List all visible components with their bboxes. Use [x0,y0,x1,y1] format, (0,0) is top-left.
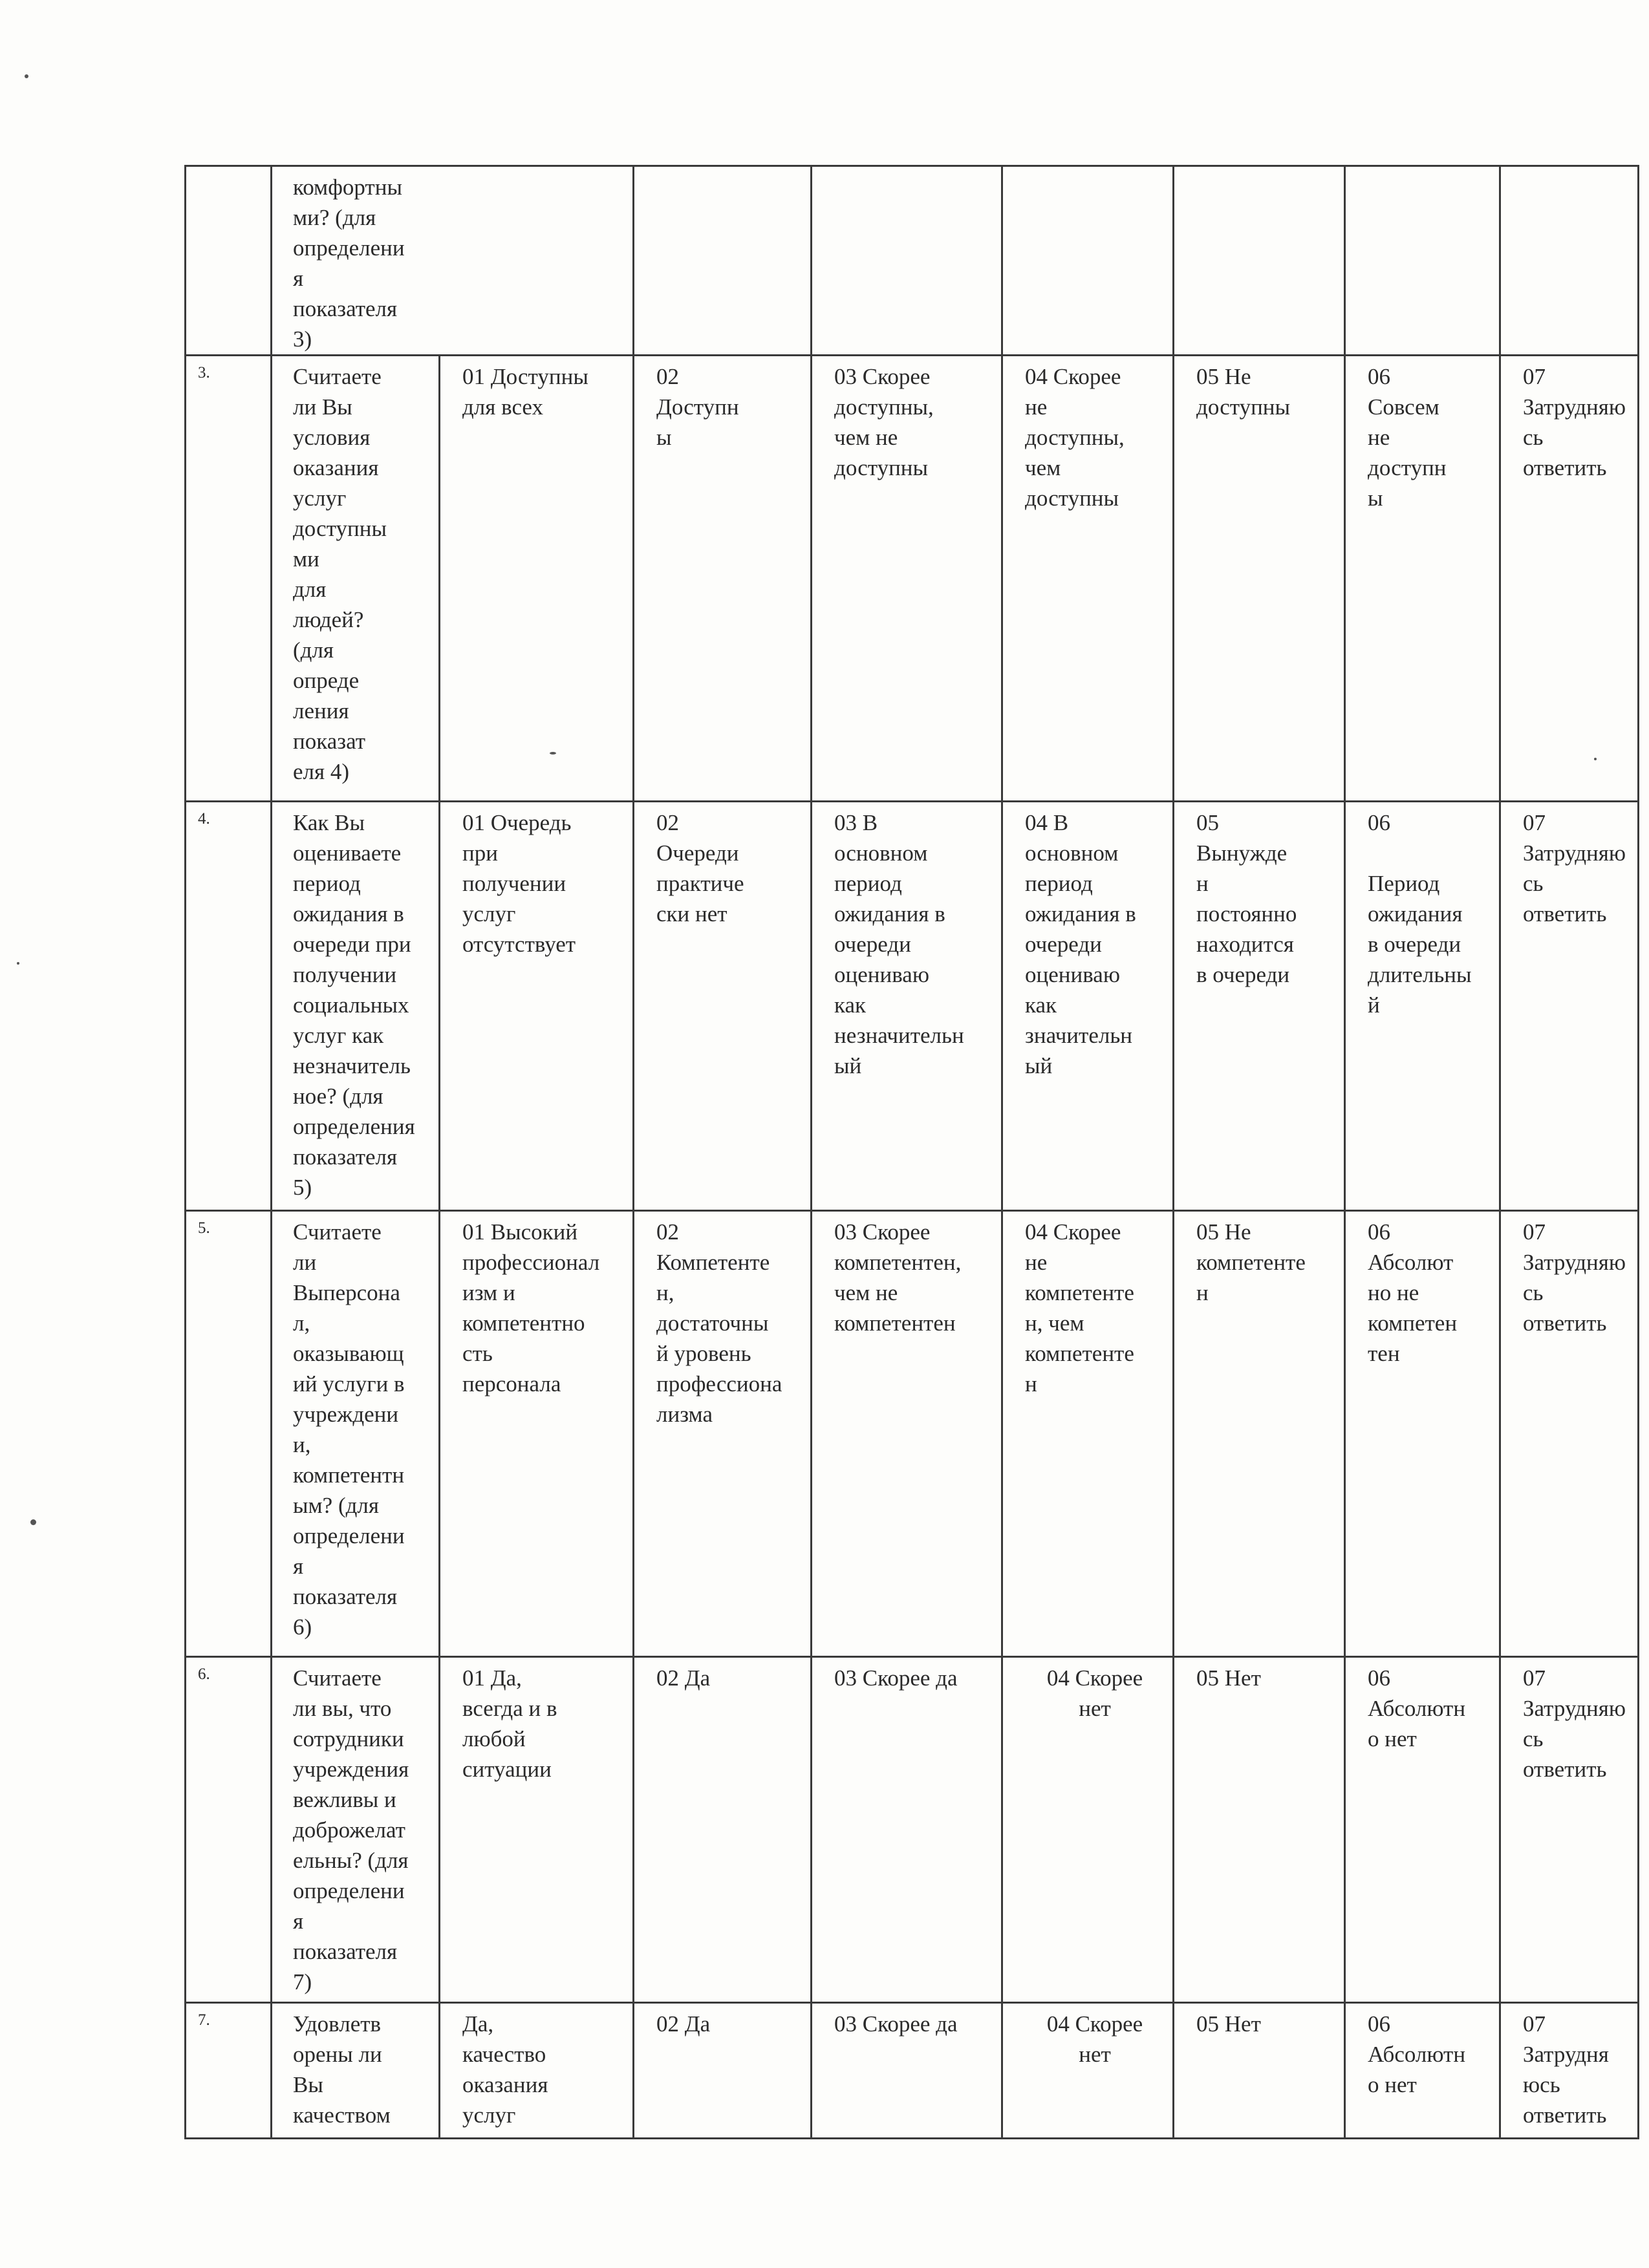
option-cell [1002,2003,1174,2139]
option-cell [812,356,1002,802]
option-text: 06 Абсолютн о нет [1368,1665,1466,1751]
option-text: 04 Скорее не компетенте н, чем компетенте н [1025,1219,1134,1396]
option-cell [1345,2003,1500,2139]
option-text: 07 Затрудняю сь ответить [1523,364,1626,480]
option-text: 04 Скорее нет [1046,2011,1143,2067]
option-text: 05 Не компетенте н [1196,1219,1306,1305]
option-text: 07 Затрудняю сь ответить [1523,1665,1626,1782]
scan-speck [550,752,556,754]
question-cell [272,1211,440,1657]
option-cell [1174,1211,1345,1657]
option-text: 01 Очередь при получении услуг отсутствует [462,810,576,957]
option-text: 04 В основном период ожидания в очереди оцениваю как значительн ый [1025,810,1136,1078]
option-cell [812,166,1002,356]
row-number-cell: 6. [186,1657,272,2003]
option-cell [812,2003,1002,2139]
option-text: 07 Затрудняю сь ответить [1523,1219,1626,1336]
option-text: 03 Скорее да [834,1665,958,1691]
option-text: 06 Период ожидания в очереди длительны й [1368,810,1472,1018]
option-cell [634,802,812,1211]
option-cell [1345,356,1500,802]
option-text: 02 Компетенте н, достаточны й уровень профессиона лизма [656,1219,782,1427]
option-cell [1500,166,1639,356]
option-text: 05 Вынужде н постоянно находится в очереди [1196,810,1297,987]
scan-speck [30,1519,36,1525]
option-text: 06 Совсем не доступн ы [1368,364,1447,511]
option-text: 03 Скорее доступны, чем не доступны [834,364,934,480]
table-row [186,166,1639,356]
option-cell [440,356,634,802]
option-text: 03 Скорее да [834,2011,958,2037]
option-cell [1174,802,1345,1211]
option-cell [1500,1657,1639,2003]
option-text: Да, качество оказания услуг [462,2011,548,2128]
option-text: 05 Нет [1196,2011,1261,2037]
table-row [186,1657,1639,2003]
question-cell [272,2003,440,2139]
question-text: Как Вы оцениваете период ожидания в очереди при получении социальных услуг как незначитель ное? (для определения показателя 5) [293,810,415,1200]
row-number-cell: 7. [186,2003,272,2139]
option-cell [440,1211,634,1657]
option-cell [1345,1211,1500,1657]
option-cell [1500,2003,1639,2139]
option-cell [634,166,812,356]
question-cell [272,166,634,356]
option-cell [1002,1211,1174,1657]
question-text: комфортны ми? (для определени я показателя 3) [293,175,405,352]
option-text: 05 Не доступны [1196,364,1291,420]
option-text: 02 Да [656,2011,711,2037]
row-number-cell: 5. [186,1211,272,1657]
table-row [186,802,1639,1211]
option-cell [634,356,812,802]
question-cell [272,802,440,1211]
option-cell [634,1657,812,2003]
option-text: 02 Да [656,1665,711,1691]
option-cell [440,1657,634,2003]
option-text: 01 Высокий профессионал изм и компетентно сть персонала [462,1219,600,1396]
option-text: 05 Нет [1196,1665,1261,1691]
option-cell [1002,356,1174,802]
question-cell [272,356,440,802]
question-text: Удовлетв орены ли Вы качеством [293,2011,391,2128]
option-cell [1174,2003,1345,2139]
option-cell [440,802,634,1211]
option-text: 06 Абсолют но не компетен тен [1368,1219,1458,1366]
option-cell [1002,166,1174,356]
option-cell [1002,1657,1174,2003]
option-cell [1500,1211,1639,1657]
scan-speck [1594,758,1597,760]
option-text: 03 Скорее компетентен, чем не компетентен [834,1219,962,1336]
row-number-cell: 3. [186,356,272,802]
row-number-cell: 4. [186,802,272,1211]
option-text: 02 Очереди практиче ски нет [656,810,744,926]
option-text: 07 Затрудняю сь ответить [1523,810,1626,926]
option-cell [1174,1657,1345,2003]
question-text: Считаете ли вы, что сотрудники учреждения вежливы и доброжелат ельны? (для определени я показателя 7) [293,1665,409,1995]
option-text: 02 Доступн ы [656,364,739,450]
table-row [186,2003,1639,2139]
option-cell [634,1211,812,1657]
option-cell [1345,166,1500,356]
option-cell [1500,356,1639,802]
option-cell [812,802,1002,1211]
option-cell [634,2003,812,2139]
option-cell [812,1211,1002,1657]
option-cell [812,1657,1002,2003]
option-cell [1500,802,1639,1211]
option-text: 06 Абсолютн о нет [1368,2011,1466,2097]
option-text: 01 Доступны для всех [462,364,588,420]
option-text: 01 Да, всегда и в любой ситуации [462,1665,557,1782]
option-text: 04 Скорее нет [1046,1665,1143,1721]
option-cell [1174,356,1345,802]
option-text: 07 Затрудня юсь ответить [1523,2011,1609,2128]
option-cell [1174,166,1345,356]
option-cell [440,2003,634,2139]
option-cell [1002,802,1174,1211]
question-cell [272,1657,440,2003]
survey-table [184,165,1639,2139]
question-text: Считаете ли Выперсона л, оказывающ ий услуги в учреждени и, компетентн ым? (для определени я показателя 6) [293,1219,405,1640]
question-text: Считаете ли Вы условия оказания услуг доступны ми для людей? (для опреде ления показат еля 4) [293,364,387,784]
table-row [186,356,1639,802]
scan-speck [25,74,28,78]
table-row [186,1211,1639,1657]
row-number-cell [186,166,272,356]
option-cell [1345,1657,1500,2003]
option-text: 03 В основном период ожидания в очереди оцениваю как незначительн ый [834,810,964,1078]
option-text: 04 Скорее не доступны, чем доступны [1025,364,1125,511]
scan-speck [17,962,19,965]
option-cell [1345,802,1500,1211]
